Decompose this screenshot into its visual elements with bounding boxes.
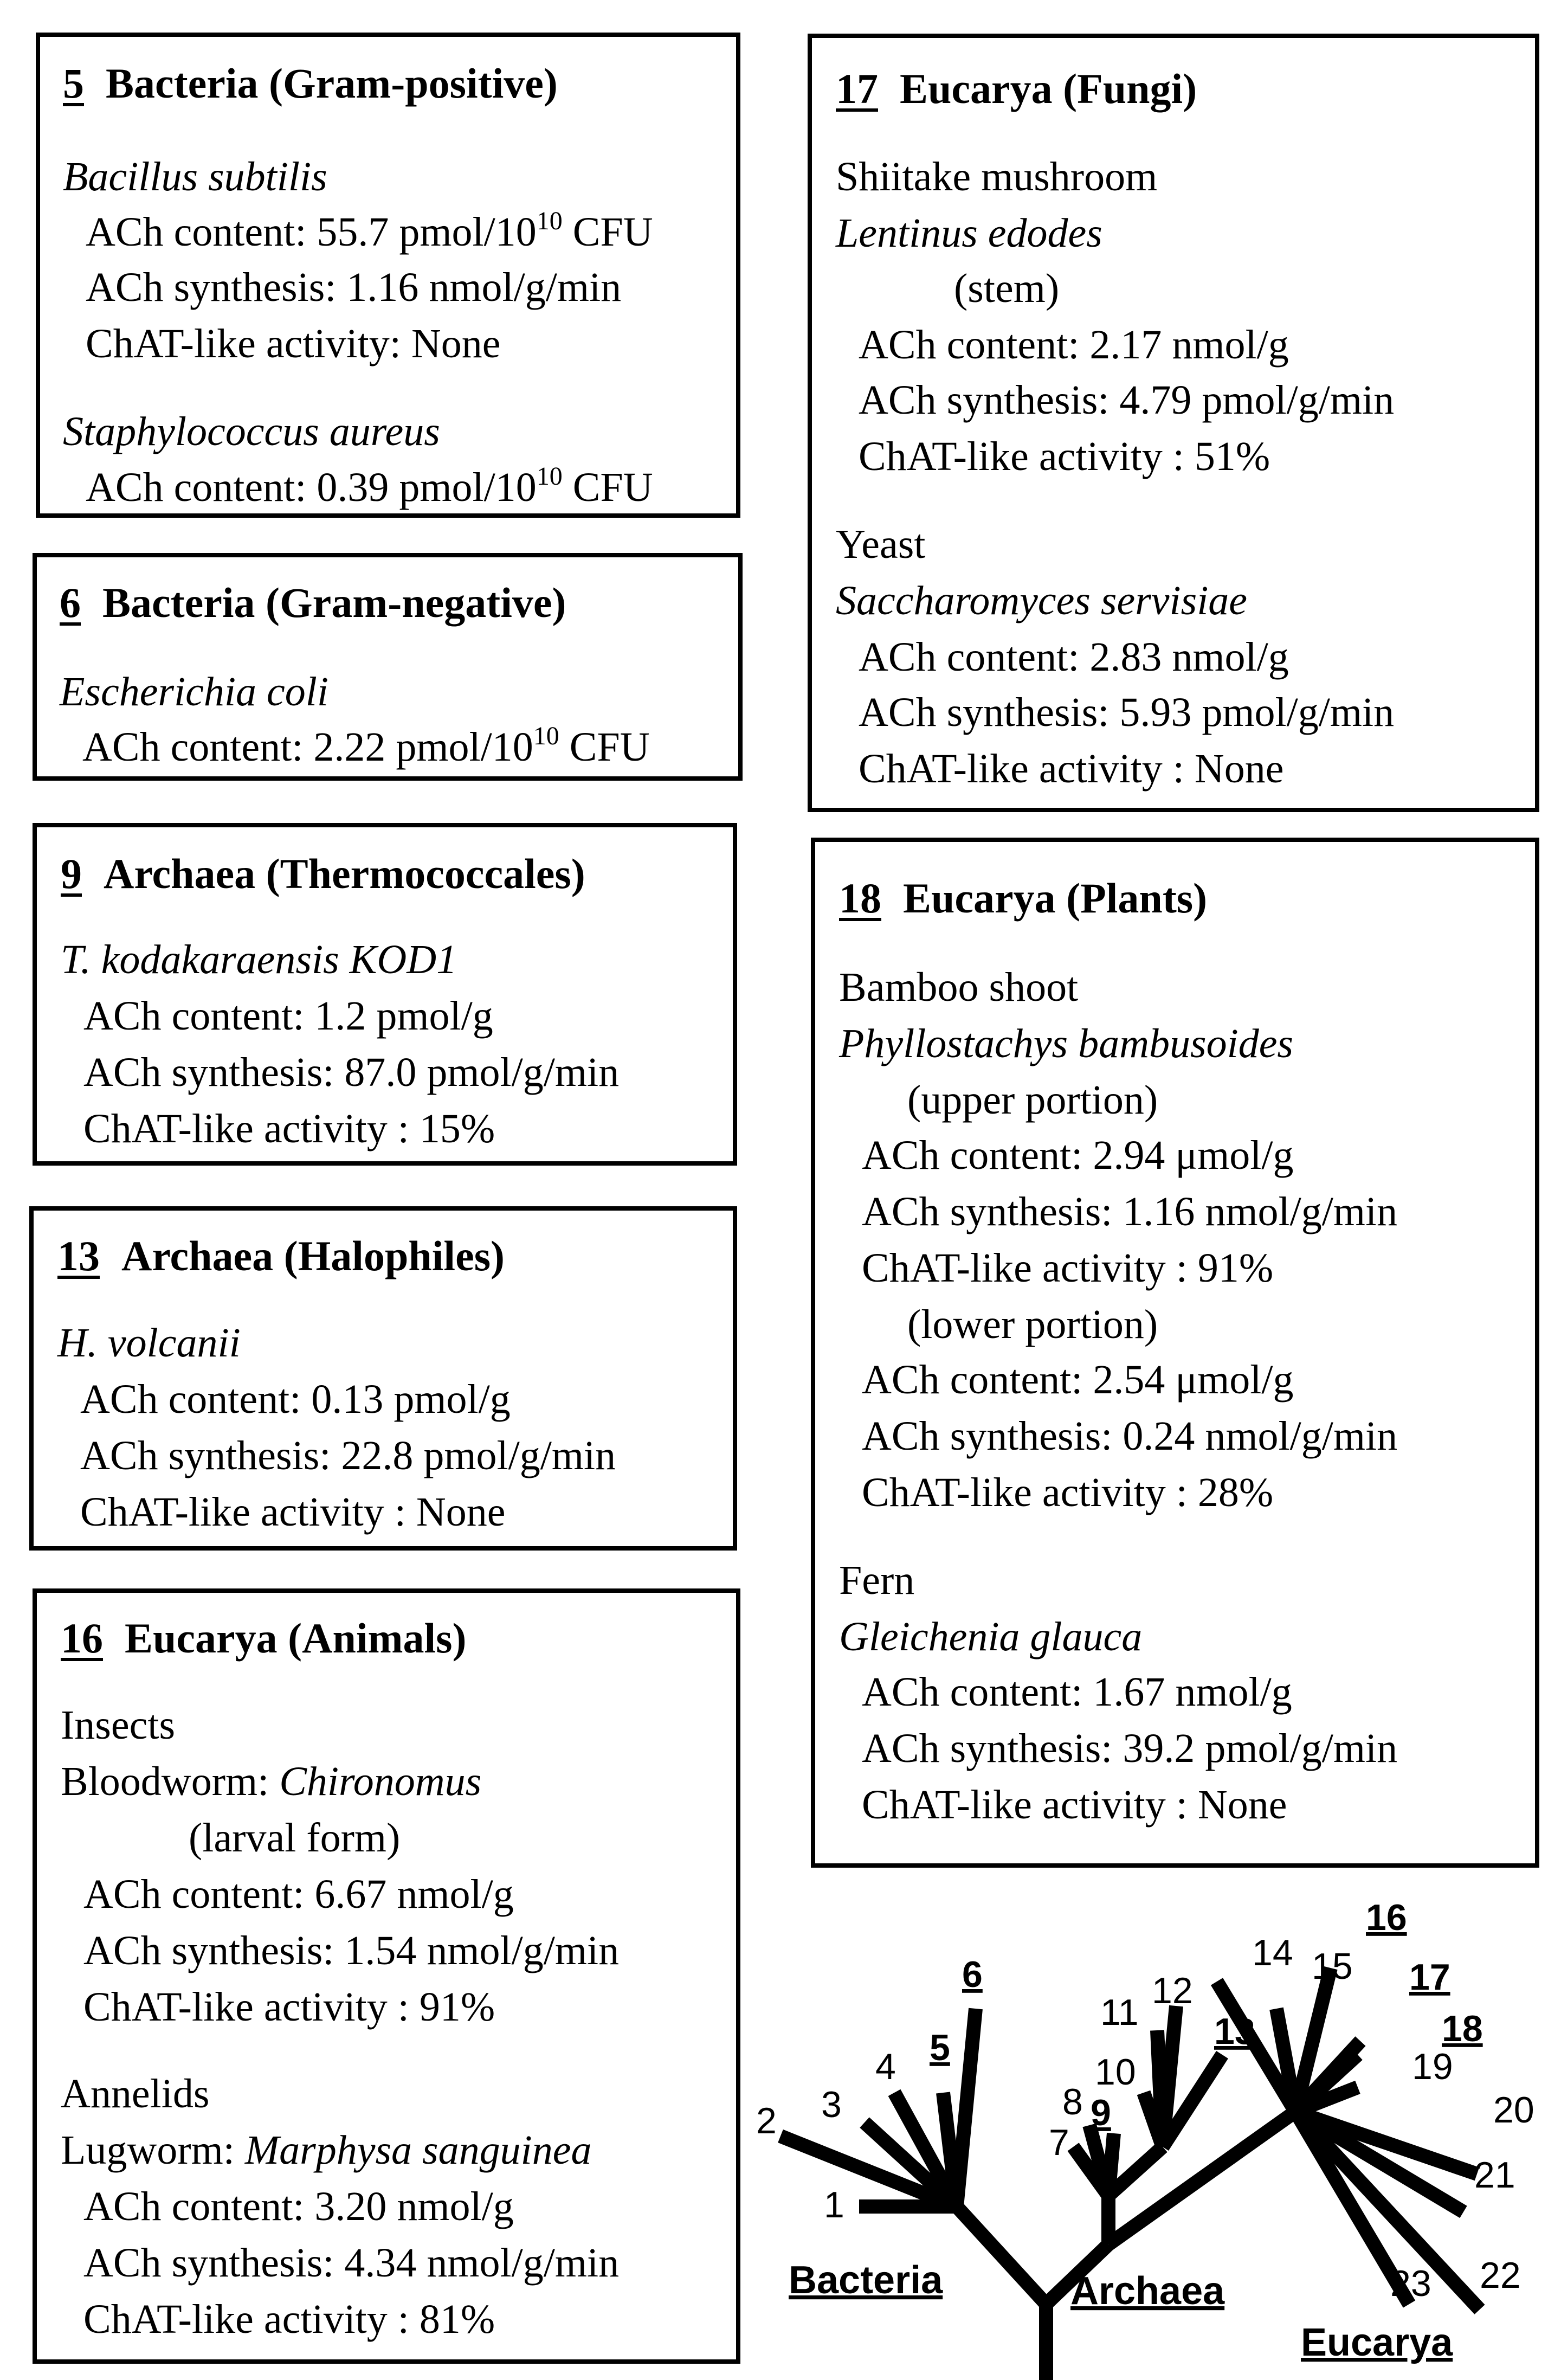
bacteria-stem — [957, 2207, 1046, 2304]
tree-label-8: 8 — [1062, 2081, 1083, 2122]
chat-activity: ChAT-like activity : 51% — [859, 434, 1270, 479]
domain-label-archaea: Archaea — [1070, 2269, 1225, 2313]
organism-group: Insects — [61, 1702, 176, 1748]
ach-content: ACh content: 1.67 nmol/g — [862, 1669, 1292, 1715]
organism-common-name: Fern — [839, 1558, 915, 1603]
tree-label-13: 13 — [1214, 2011, 1255, 2052]
domain-label-eucarya: Eucarya — [1301, 2321, 1453, 2364]
ach-synthesis: ACh synthesis: 22.8 pmol/g/min — [80, 1433, 616, 1478]
ach-synthesis: ACh synthesis: 1.16 nmol/g/min — [86, 265, 622, 310]
box-number: 5 — [63, 60, 84, 107]
organism-common-name: Bamboo shoot — [839, 964, 1079, 1010]
organism-name: Lugworm: Marphysa sanguinea — [61, 2127, 592, 2173]
chat-activity: ChAT-like activity : None — [80, 1489, 506, 1535]
box-title: Eucarya (Fungi) — [900, 65, 1197, 112]
ach-synthesis: ACh synthesis: 4.79 pmol/g/min — [859, 377, 1395, 423]
box-title: Bacteria (Gram-positive) — [106, 60, 558, 107]
tree-label-2: 2 — [756, 2100, 777, 2141]
organism-name: Staphylococcus aureus — [63, 409, 440, 454]
organism-part: (larval form) — [189, 1815, 401, 1861]
tree-label-7: 7 — [1049, 2122, 1069, 2163]
box-title: Bacteria (Gram-negative) — [102, 579, 566, 626]
organism-name: Phyllostachys bambusoides — [839, 1021, 1294, 1066]
box-eucarya-animals — [33, 1588, 740, 2364]
organism-name: Lentinus edodes — [836, 210, 1102, 256]
organism-part: (stem) — [954, 266, 1060, 311]
ach-content: ACh content: 6.67 nmol/g — [83, 1871, 514, 1917]
organism-group: Annelids — [61, 2071, 210, 2117]
organism-part: (lower portion) — [907, 1302, 1158, 1347]
ach-synthesis: ACh synthesis: 4.34 nmol/g/min — [83, 2240, 620, 2286]
box-heading — [60, 577, 566, 629]
organism-part: (upper portion) — [907, 1077, 1158, 1123]
chat-activity: ChAT-like activity : 91% — [83, 1984, 495, 2030]
chat-activity: ChAT-like activity : 28% — [862, 1470, 1274, 1515]
chat-activity: ChAT-like activity : None — [859, 746, 1284, 792]
organism-name: H. volcanii — [57, 1320, 241, 1366]
organism-name: Bloodworm: Chironomus — [61, 1759, 482, 1804]
tree-label-15: 15 — [1312, 1946, 1353, 1987]
box-archaea-thermococcales — [33, 823, 737, 1166]
box-heading — [63, 57, 558, 110]
phylogenetic-tree — [753, 1892, 1550, 2380]
box-title: Eucarya (Animals) — [125, 1614, 467, 1662]
tree-label-4: 4 — [875, 2046, 896, 2087]
box-heading — [61, 1612, 466, 1664]
box-title: Archaea (Halophiles) — [121, 1232, 505, 1279]
ach-synthesis: ACh synthesis: 0.24 nmol/g/min — [862, 1413, 1398, 1459]
ach-content: ACh content: 2.94 μmol/g — [862, 1133, 1294, 1178]
box-archaea-halophiles — [29, 1206, 737, 1551]
ach-content: ACh content: 1.2 pmol/g — [83, 993, 493, 1039]
box-number: 16 — [61, 1614, 103, 1662]
tree-label-9: 9 — [1091, 2092, 1111, 2133]
tree-label-17: 17 — [1409, 1957, 1450, 1998]
organism-common-name: Shiitake mushroom — [836, 154, 1158, 200]
box-number: 18 — [839, 874, 881, 922]
box-title: Eucarya (Plants) — [903, 874, 1208, 922]
box-heading — [836, 63, 1197, 115]
ach-synthesis: ACh synthesis: 1.16 nmol/g/min — [862, 1189, 1398, 1234]
tree-label-16: 16 — [1366, 1897, 1407, 1938]
box-number: 6 — [60, 579, 81, 626]
ach-content: ACh content: 0.13 pmol/g — [80, 1376, 511, 1422]
tree-label-6: 6 — [962, 1954, 983, 1995]
chat-activity: ChAT-like activity : None — [862, 1782, 1287, 1828]
organism-name: Gleichenia glauca — [839, 1614, 1143, 1659]
chat-activity: ChAT-like activity : 81% — [83, 2297, 495, 2342]
ach-content: ACh content: 2.17 nmol/g — [859, 322, 1289, 368]
box-number: 17 — [836, 65, 878, 112]
tree-label-3: 3 — [821, 2084, 842, 2125]
ach-synthesis: ACh synthesis: 1.54 nmol/g/min — [83, 1928, 620, 1973]
domain-label-bacteria: Bacteria — [789, 2259, 943, 2302]
tree-label-19: 19 — [1412, 2046, 1453, 2087]
ach-content: ACh content: 2.83 nmol/g — [859, 634, 1289, 680]
box-title: Archaea (Thermococcales) — [104, 850, 585, 897]
tree-label-1: 1 — [824, 2184, 844, 2225]
box-eucarya-fungi — [808, 34, 1539, 812]
ach-content: ACh content: 3.20 nmol/g — [83, 2184, 514, 2229]
tree-label-23: 23 — [1390, 2263, 1431, 2304]
ach-synthesis: ACh synthesis: 87.0 pmol/g/min — [83, 1050, 620, 1095]
branch-9 — [1108, 2133, 1114, 2196]
tree-label-20: 20 — [1493, 2089, 1534, 2131]
ach-content: ACh content: 55.7 pmol/$10^{10}$ CFU — [86, 207, 653, 255]
tree-label-18: 18 — [1442, 2008, 1483, 2049]
box-bacteria-gram-positive — [36, 33, 740, 518]
box-heading — [57, 1230, 505, 1282]
box-bacteria-gram-negative — [33, 553, 743, 781]
tree-label-22: 22 — [1480, 2255, 1521, 2296]
organism-name: Escherichia coli — [60, 669, 328, 715]
tree-label-21: 21 — [1474, 2154, 1515, 2196]
organism-name: Bacillus subtilis — [63, 154, 327, 200]
tree-label-5: 5 — [930, 2027, 950, 2068]
tree-label-11: 11 — [1100, 1992, 1139, 2033]
ach-synthesis: ACh synthesis: 39.2 pmol/g/min — [862, 1726, 1398, 1771]
organism-name: T. kodakaraensis KOD1 — [61, 937, 457, 982]
tree-label-12: 12 — [1152, 1970, 1193, 2011]
box-eucarya-plants — [811, 838, 1539, 1868]
ach-content: ACh content: 0.39 pmol/$10^{10}$ CFU — [86, 462, 653, 510]
box-number: 13 — [57, 1232, 100, 1279]
box-heading — [61, 848, 585, 900]
chat-activity: ChAT-like activity : 91% — [862, 1245, 1274, 1291]
ach-content: ACh content: 2.54 μmol/g — [862, 1357, 1294, 1403]
ach-synthesis: ACh synthesis: 5.93 pmol/g/min — [859, 690, 1395, 735]
tree-label-14: 14 — [1252, 1932, 1293, 1973]
ach-content: ACh content: 2.22 pmol/$10^{10}$ CFU — [82, 722, 650, 770]
organism-name: Saccharomyces servisiae — [836, 578, 1248, 623]
chat-activity: ChAT-like activity : 15% — [83, 1106, 495, 1152]
organism-common-name: Yeast — [836, 522, 926, 567]
chat-activity: ChAT-like activity: None — [86, 321, 501, 366]
box-number: 9 — [61, 850, 82, 897]
branch-6 — [957, 2009, 976, 2207]
tree-label-10: 10 — [1095, 2051, 1136, 2093]
box-heading — [839, 872, 1207, 924]
